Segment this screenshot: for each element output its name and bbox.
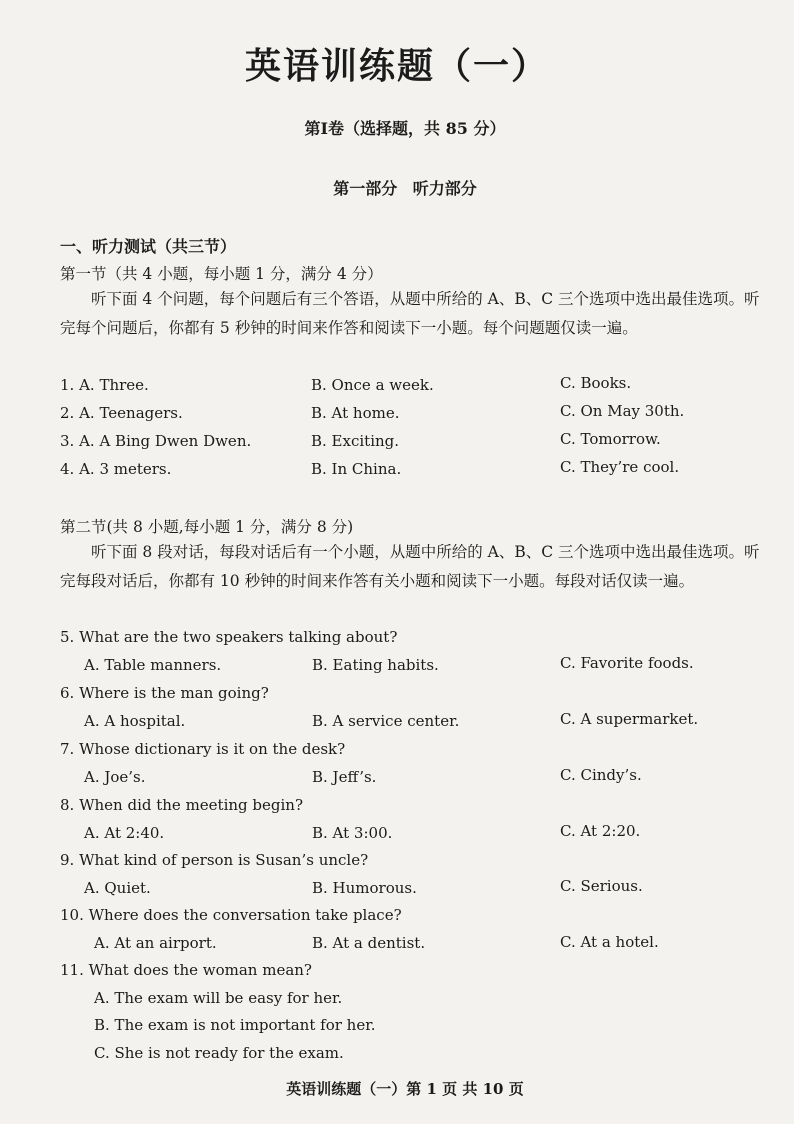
option-a: 3. A. A Bing Dwen Dwen. [60,432,252,450]
option-a: A. At an airport. [94,934,217,952]
option-b: B. At 3:00. [312,824,393,842]
option-c: C. Tomorrow. [560,430,661,448]
option-a: A. Joe’s. [84,768,146,786]
question-text: 9. What kind of person is Susan’s uncle? [60,851,369,869]
page-footer: 英语训练题（一）第 1 页 共 10 页 [286,1080,524,1098]
option-b: B. Exciting. [311,432,400,450]
option-b: B. Jeff’s. [312,768,377,786]
option-c: C. Books. [560,374,632,392]
option-b: B. At home. [311,404,400,422]
option-a: A. At 2:40. [84,824,165,842]
option-a: A. Table manners. [84,656,222,674]
section1-instructions [60,285,760,342]
option-c: C. Serious. [560,877,643,895]
option-c: C. She is not ready for the exam. [94,1044,344,1062]
section2-instructions [60,538,760,595]
option-b: B. Eating habits. [312,656,439,674]
option-a: A. A hospital. [84,712,186,730]
option-a: 1. A. Three. [60,376,149,394]
question-text: 7. Whose dictionary is it on the desk? [60,740,346,758]
section2-instructions-text: 听下面 8 段对话，每段对话后有一个小题，从题中所给的 A、B、C 三个选项中选出最佳选项。听完每段对话后，你都有 10 秒钟的时间来作答有关小题和阅读下一小题。每段对话仅读一遍。 [60,543,760,590]
part-heading: 第一部分 听力部分 [333,179,477,198]
option-c: C. Favorite foods. [560,654,694,672]
option-b: B. Once a week. [311,376,434,394]
option-b: B. At a dentist. [312,934,426,952]
question-text: 11. What does the woman mean? [60,961,312,979]
option-a: A. Quiet. [84,879,151,897]
section2-subheading: 第二节(共 8 小题,每小题 1 分，满分 8 分) [60,518,354,536]
question-text: 6. Where is the man going? [60,684,269,702]
option-b: B. Humorous. [312,879,417,897]
section-heading: 一、听力测试（共三节） [60,237,237,256]
option-c: C. At a hotel. [560,933,659,951]
page-title: 英语训练题（一） [244,46,549,87]
volume-heading: 第Ⅰ卷（选择题，共 85 分） [304,119,506,138]
option-b: B. In China. [311,460,402,478]
option-b: B. The exam is not important for her. [94,1016,376,1034]
option-c: C. On May 30th. [560,402,685,420]
question-text: 10. Where does the conversation take place? [60,906,402,924]
option-c: C. They’re cool. [560,458,680,476]
option-a: 2. A. Teenagers. [60,404,183,422]
option-a: A. The exam will be easy for her. [94,989,343,1007]
option-b: B. A service center. [312,712,460,730]
option-c: C. A supermarket. [560,710,699,728]
question-text: 5. What are the two speakers talking about? [60,628,398,646]
section1-instructions-text: 听下面 4 个问题，每个问题后有三个答语，从题中所给的 A、B、C 三个选项中选出最佳选项。听完每个问题后，你都有 5 秒钟的时间来作答和阅读下一小题。每个问题题仅读一遍。 [60,290,760,337]
question-text: 8. When did the meeting begin? [60,796,303,814]
option-c: C. Cindy’s. [560,766,642,784]
option-a: 4. A. 3 meters. [60,460,172,478]
option-c: C. At 2:20. [560,822,641,840]
section1-subheading: 第一节（共 4 小题，每小题 1 分，满分 4 分） [60,265,383,283]
